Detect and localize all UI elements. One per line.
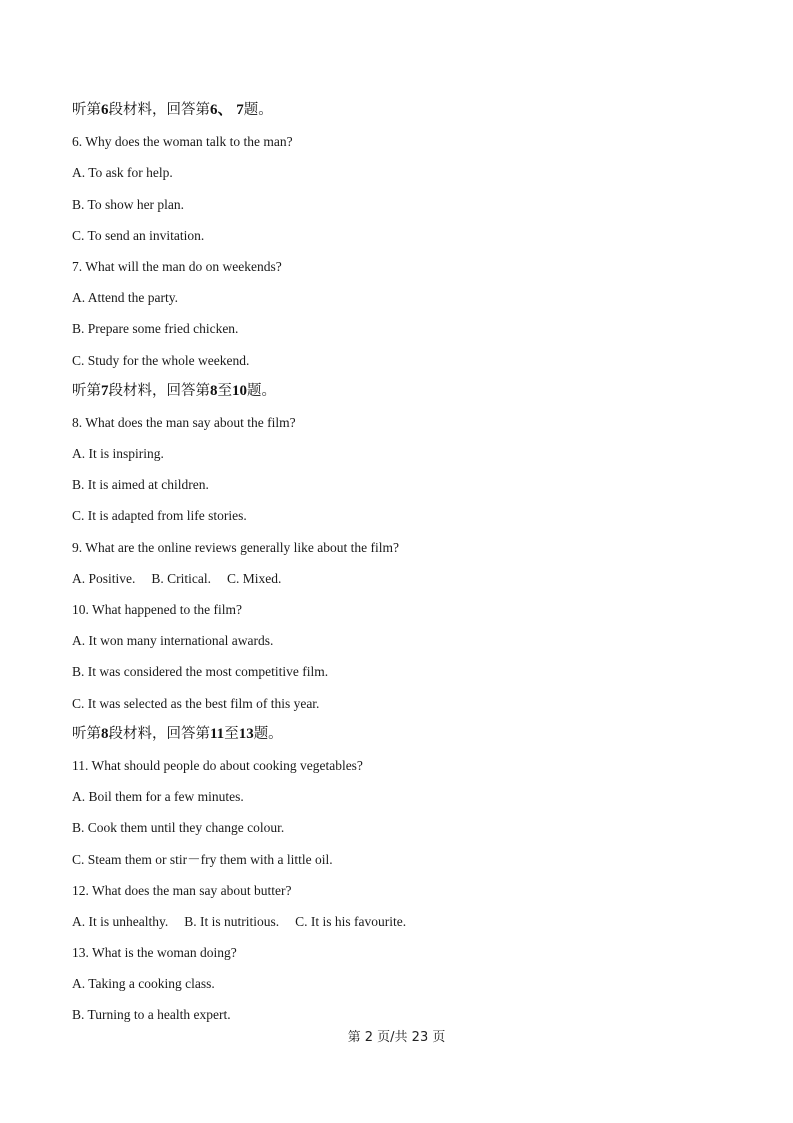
heading-text: 段材料，回答第	[108, 382, 210, 399]
question-stem: 8. What does the man say about the film?	[72, 414, 296, 430]
answer-option: A. Positive.	[72, 570, 136, 586]
heading-text: 段材料，回答第	[108, 102, 210, 118]
answer-options-inline	[72, 563, 732, 594]
heading-text: 题。	[247, 382, 276, 399]
answer-option: C. Study for the whole weekend.	[72, 352, 250, 368]
heading-text: 至	[224, 725, 239, 742]
heading-text: 题。	[253, 725, 283, 742]
heading-question-end: 13	[238, 725, 254, 742]
answer-option: C. It is adapted from life stories.	[72, 508, 247, 524]
answer-option: B. It was considered the most competitive film.	[72, 664, 329, 680]
question-stem: 11. What should people do about cooking vegetables?	[72, 757, 363, 773]
question-stem: 12. What does the man say about butter?	[72, 882, 292, 898]
question-stem: 7. What will the man do on weekends?	[72, 258, 282, 274]
heading-question-range: 6、 7	[210, 102, 244, 118]
question-stem: 9. What are the online reviews generally like about the film?	[72, 539, 400, 555]
question-stem: 6. Why does the woman talk to the man?	[72, 134, 293, 150]
answer-option: A. It is inspiring.	[72, 446, 164, 462]
answer-option: B. Critical.	[151, 570, 212, 586]
heading-question-start: 11	[210, 725, 225, 742]
answer-option: B. It is aimed at children.	[72, 477, 209, 493]
page-content	[72, 95, 732, 1031]
answer-option: B. Turning to a health expert.	[72, 1007, 231, 1023]
page-footer: 第 2 页/共 23 页	[347, 1030, 446, 1045]
question-stem: 10. What happened to the film?	[72, 602, 242, 617]
answer-option: B. It is nutritious.	[184, 913, 280, 929]
heading-number: 8	[101, 725, 109, 742]
heading-question-start: 8	[210, 382, 218, 399]
answer-option: A. To ask for help.	[72, 165, 173, 181]
heading-question-end: 10	[232, 382, 247, 399]
answer-option: A. Boil them for a few minutes.	[72, 789, 244, 805]
answer-option: A. It won many international awards.	[72, 633, 274, 649]
answer-option: C. It is his favourite.	[295, 913, 407, 929]
answer-option: A. It is unhealthy.	[72, 913, 169, 929]
answer-option: A. Attend the party.	[72, 290, 178, 306]
answer-option: B. Cook them until they change colour.	[72, 820, 285, 836]
section-heading	[72, 719, 732, 750]
heading-text: 段材料，回答第	[108, 725, 210, 742]
heading-text: 至	[217, 382, 232, 399]
section-heading	[72, 376, 732, 407]
heading-text: 听第	[72, 382, 101, 399]
heading-text: 听第	[72, 102, 101, 118]
answer-option: B. Prepare some fried chicken.	[72, 321, 239, 337]
answer-option: C. Steam them or stir－fry them with a little oil.	[72, 851, 333, 867]
heading-number: 6	[101, 102, 109, 118]
answer-option: B. To show her plan.	[72, 196, 185, 212]
heading-number: 7	[101, 382, 109, 399]
answer-option: C. Mixed.	[227, 570, 282, 586]
answer-option: A. Taking a cooking class.	[72, 976, 215, 992]
question-stem: 13. What is the woman doing?	[72, 945, 237, 961]
answer-options-inline	[72, 906, 732, 937]
answer-option: C. To send an invitation.	[72, 227, 205, 243]
heading-text: 题。	[243, 102, 273, 118]
heading-text: 听第	[72, 725, 101, 742]
answer-option: C. It was selected as the best film of this year.	[72, 695, 320, 711]
section-heading	[72, 95, 732, 126]
